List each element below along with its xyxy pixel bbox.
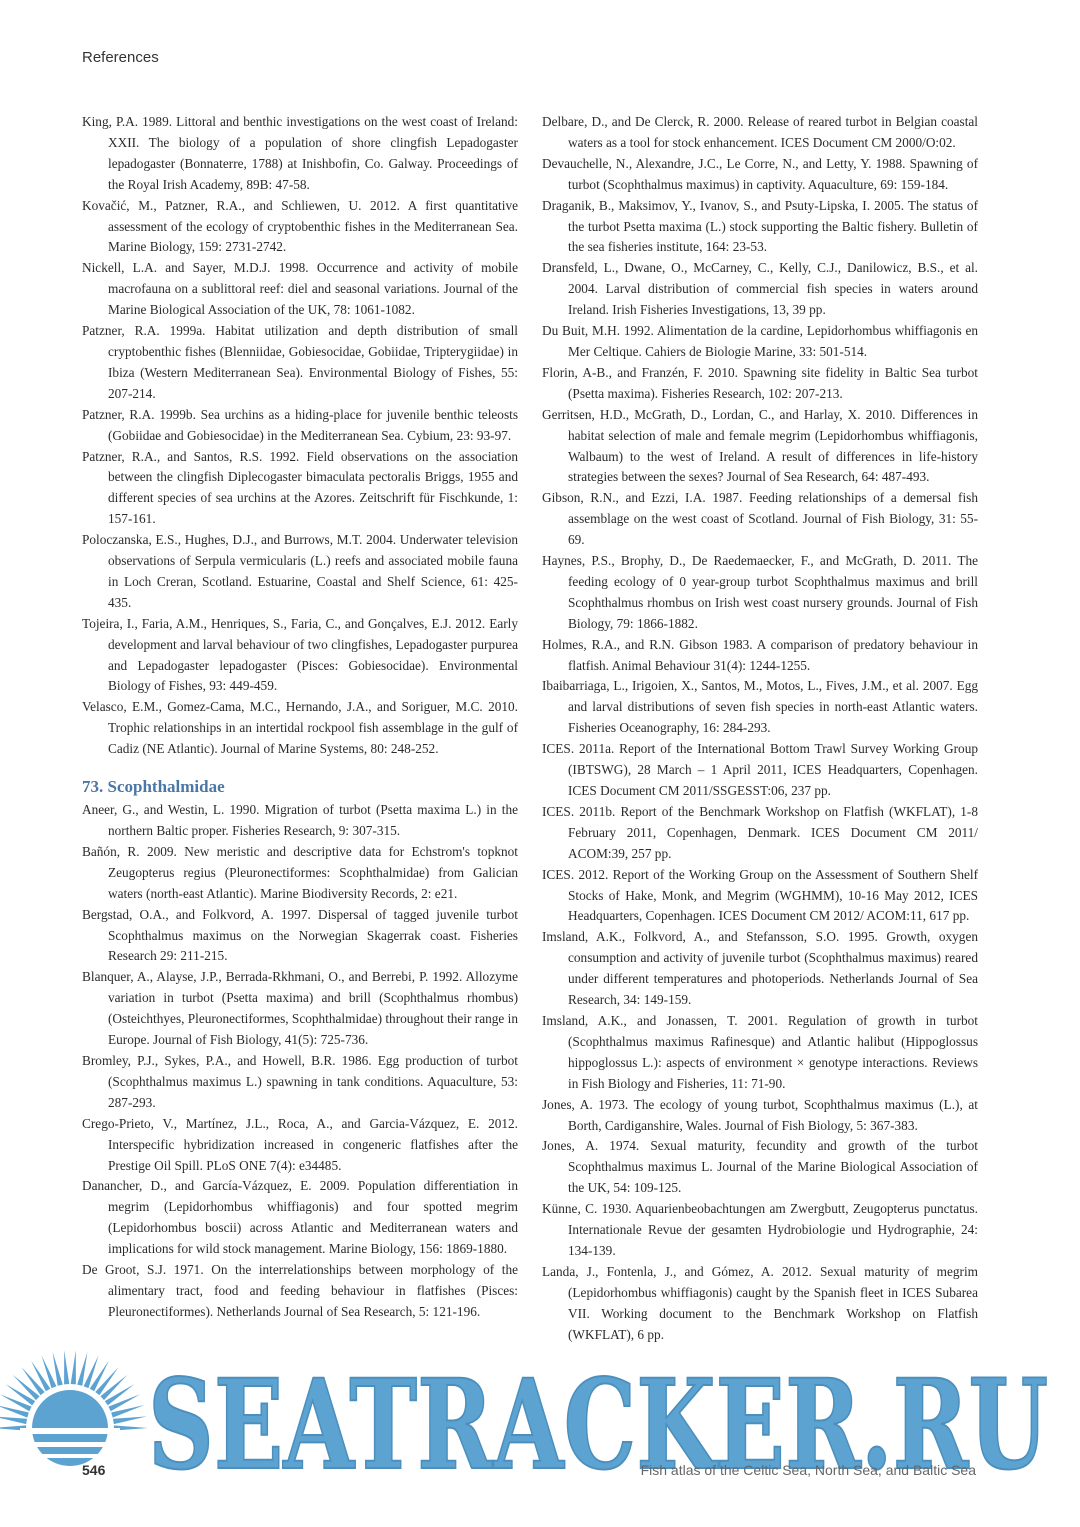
page-number: 546 [82, 1462, 106, 1478]
reference-entry: Imsland, A.K., and Jonassen, T. 2001. Regulation of growth in turbot (Scophthalmus maximus Rafinesque) and Atlantic halibut (Hippoglossus hippoglossus L.): aspects of environment × genotype interactions. Reviews in Fish Biology and Fisheries, 11: 71-90. [542, 1012, 978, 1091]
sun-ray [77, 1352, 87, 1386]
reference-entry: Gibson, R.N., and Ezzi, I.A. 1987. Feeding relationships of a demersal fish assemblage on the west coast of Scotland. Journal of Fish Biology, 31: 55-69. [542, 490, 978, 548]
reference-entry: Bañón, R. 2009. New meristic and descriptive data for Echstrom's topknot Zeugopterus regius (Pleuronectiformes: Scophthalmidae) from Galician waters (north-east Atlantic). Marine Biodiversity Records, 2: e21. [82, 843, 518, 901]
reference-entry: Patzner, R.A. 1999a. Habitat utilization and depth distribution of small cryptobenthic fishes (Blenniidae, Gobiesocidae, Gobiidae, Tripterygiidae) in Ibiza (Western Mediterranean Sea). Environmental Biology of Fishes, 55: 207-214. [82, 323, 518, 401]
sun-ray [31, 1361, 50, 1392]
right-column [542, 112, 978, 1345]
sun-ray [71, 1350, 76, 1384]
reference-entry: Dransfeld, L., Dwane, O., McCarney, C., Kelly, C.J., Danilowicz, B.S., et al. 2004. Larval distribution of commercial fish species in waters around Ireland. Irish Fisheries Investigations, 13, 39 pp. [542, 260, 978, 318]
sun-ray [64, 1350, 69, 1384]
reference-entry: De Groot, S.J. 1971. On the interrelationships between morphology of the alimentary tract, food and feeding behaviour in flatfishes (Pisces: Pleuronectiformes). Netherlands Journal of Sea Research, 5: 121-196. [82, 1262, 518, 1319]
reference-entry: Aneer, G., and Westin, L. 1990. Migration of turbot (Psetta maxima L.) in the northern Baltic proper. Fisheries Research, 9: 307-315. [82, 802, 518, 838]
reference-entry: Bergstad, O.A., and Folkvord, A. 1997. Dispersal of tagged juvenile turbot Scophthalmus maximus on the Norwegian Skagerrak coast. Fisheries Research 29: 211-215. [82, 906, 518, 964]
reference-entry: Haynes, P.S., Brophy, D., De Raedemaecker, F., and McGrath, D. 2011. The feeding ecology of 0 year-group turbot Scophthalmus maximus and brill Scophthalmus rhombus on Irish west coast nursery grounds. Journal of Fish Biology, 79: 1866-1882. [542, 553, 978, 631]
reference-entry: Jones, A. 1973. The ecology of young turbot, Scophthalmus maximus (L.), at Borth, Cardiganshire, Wales. Journal of Fish Biology, 5: 367-383. [542, 1096, 978, 1133]
reference-entry: Kovačić, M., Patzner, R.A., and Schliewen, U. 2012. A first quantitative assessment of the ecology of cryptobenthic fishes in the Mediterranean Sea. Marine Biology, 159: 2731-2742. [82, 197, 518, 255]
reference-entry: ICES. 2011b. Report of the Benchmark Workshop on Flatfish (WKFLAT), 1-8 February 2011, Copenhagen, Denmark. ICES Document CM 2011/ ACOM:39, 257 pp. [542, 803, 978, 861]
reference-entry: Jones, A. 1974. Sexual maturity, fecundity and growth of the turbot Scophthalmus maximus L. Journal of the Marine Biological Association of the UK, 54: 109-125. [542, 1138, 978, 1196]
reference-entry: Bromley, P.J., Sykes, P.A., and Howell, B.R. 1986. Egg production of turbot (Scophthalmus maximus L.) spawning in tank conditions. Aquaculture, 53: 287-293. [82, 1052, 518, 1110]
reference-entry: Patzner, R.A., and Santos, R.S. 1992. Field observations on the association between the clingfish Diplecogaster bimaculata pectoralis Briggs, 1955 and different species of sea urchins at the Azores. Zeitschrift für Fischkunde, 1: 157-161. [82, 448, 518, 527]
reference-entry: Danancher, D., and García-Vázquez, E. 2009. Population differentiation in megrim (Lepidorhombus whiffiagonis) and four spotted megrim (Lepidorhombus boscii) across Atlantic and Mediterranean waters and implications for wild stock management. Marine Biology, 156: 1869-1880. [82, 1178, 518, 1257]
reference-entry: Nickell, L.A. and Sayer, M.D.J. 1998. Occurrence and activity of mobile macrofauna on a sublittoral reef: diel and seasonal variations. Journal of the Marine Biological Association of the UK, 78: 1061-1082. [82, 260, 518, 318]
sun-ray [113, 1416, 147, 1424]
running-head: References [82, 49, 159, 66]
reference-entry: Ibaibarriaga, L., Irigoien, X., Santos, M., Motos, L., Fives, J.M., et al. 2007. Egg and larval distributions of seven fish species in north-east Atlantic waters. Fisheries Oceanography, 16: 284-293. [542, 678, 978, 736]
footer-book-title: Fish atlas of the Celtic Sea, North Sea, and Baltic Sea [640, 1462, 976, 1478]
reference-entry: King, P.A. 1989. Littoral and benthic investigations on the west coast of Ireland: XXII. The biology of a population of shore clingfish Lepadogaster lepadogaster (Bonnaterre, 1788) at Inishbofin, Co. Galway. Proceedings of the Royal Irish Academy, 89B: 47-58. [82, 114, 518, 192]
sun-ray [105, 1384, 135, 1405]
reference-entry: Holmes, R.A., and R.N. Gibson 1983. A comparison of predatory behaviour in flatfish. Animal Behaviour 31(4): 1244-1255. [542, 636, 978, 673]
sun-ray [53, 1352, 63, 1386]
reference-entry: Devauchelle, N., Alexandre, J.C., Le Corre, N., and Letty, Y. 1988. Spawning of turbot (Scophthalmus maximus) in captivity. Aquaculture, 69: 159-184. [542, 155, 978, 192]
watermark-text: SEATRACKER.RU [148, 1353, 1048, 1498]
sun-ray [0, 1416, 27, 1424]
sun-ray [90, 1361, 109, 1392]
reference-entry: ICES. 2011a. Report of the International Bottom Trawl Survey Working Group (IBTSWG), 28 March – 1 April 2011, ICES Headquarters, Copenhagen. ICES Document CM 2011/SSGESST:06, 237 pp. [542, 741, 978, 798]
reference-entry: Poloczanska, E.S., Hughes, D.J., and Burrows, M.T. 2004. Underwater television observations of Serpula vermicularis (L.) reefs and associated mobile fauna in Loch Creran, Scotland. Estuarine, Coastal and Shelf Science, 61: 425-435. [82, 532, 518, 610]
reference-entry: Blanquer, A., Alayse, J.P., Berrada-Rkhmani, O., and Berrebi, P. 1992. Allozyme variation in turbot (Psetta maxima) and brill (Scophthalmus rhombus) (Osteichthyes, Pleuronectiformes, Scophthalmidae) throughout their range in Europe. Journal of Fish Biology, 41(5): 725-736. [82, 969, 518, 1048]
sun-ray [6, 1384, 36, 1405]
reference-entry: Florin, A-B., and Franzén, F. 2010. Spawning site fidelity in Baltic Sea turbot (Psetta maxima). Fisheries Research, 102: 207-213. [542, 364, 978, 401]
reference-entry: Delbare, D., and De Clerck, R. 2000. Release of reared turbot in Belgian coastal waters as a tool for stock enhancement. ICES Document CM 2000/O:02. [542, 114, 978, 150]
left-column [82, 112, 518, 1323]
reference-entry: ICES. 2012. Report of the Working Group on the Assessment of Southern Shelf Stocks of Hake, Monk, and Megrim (WGHMM), 10-16 May 2012, ICES Headquarters, Copenhagen. ICES Document CM 2012/ ACOM:11, 617 pp. [542, 866, 978, 924]
reference-entry: Velasco, E.M., Gomez-Cama, M.C., Hernando, J.A., and Soriguer, M.C. 2010. Trophic relationships in an intertidal rockpool fish assemblage in the gulf of Cadiz (NE Atlantic). Journal of Marine Systems, 80: 248-252. [82, 699, 518, 757]
reference-entry: Gerritsen, H.D., McGrath, D., Lordan, C., and Harlay, X. 2010. Differences in habitat selection of male and female megrim (Lepidorhombus whiffiagonis, Walbaum) to the west of Ireland. A result of differences in life-history strategies between the sexes? Journal of Sea Research, 64: 487-493. [542, 406, 978, 485]
reference-entry: Draganik, B., Maksimov, Y., Ivanov, S., and Psuty-Lipska, I. 2005. The status of the turbot Psetta maxima (L.) stock supporting the Baltic fishery. Bulletin of the sea fisheries institute, 164: 23-53. [542, 197, 978, 255]
reference-entry: Imsland, A.K., Folkvord, A., and Stefansson, S.O. 1995. Growth, oxygen consumption and activity of juvenile turbot (Scophthalmus maximus) reared under different temperatures and photoperiods. Netherlands Journal of Sea Research, 34: 149-159. [542, 929, 978, 1008]
reference-entry: Tojeira, I., Faria, A.M., Henriques, S., Faria, C., and Gonçalves, E.J. 2012. Early development and larval behaviour of two clingfishes, Lepadogaster purpurea and Lepadogaster lepadogaster (Pisces: Gobiesocidae). Environmental Biology of Fishes, 93: 449-459. [82, 615, 518, 694]
reference-entry: Du Buit, M.H. 1992. Alimentation de la cardine, Lepidorhombus whiffiagonis en Mer Celtique. Cahiers de Biologie Marine, 33: 501-514. [542, 323, 978, 359]
section-heading: 73. Scophthalmidae [82, 777, 225, 797]
reference-entry: Patzner, R.A. 1999b. Sea urchins as a hiding-place for juvenile benthic teleosts (Gobiidae and Gobiesocidae) in the Mediterranean Sea. Cybium, 23: 93-97. [82, 406, 518, 443]
reference-entry: Crego-Prieto, V., Martínez, J.L., Roca, A., and Garcia-Vázquez, E. 2012. Interspecific hybridization increased in congeneric flatfishes after the Prestige Oil Spill. PLoS ONE 7(4): e34485. [82, 1115, 518, 1173]
reference-entry: Künne, C. 1930. Aquarienbeobachtungen am Zwergbutt, Zeugopterus punctatus. Internationale Revue der gesamten Hydrobiologie und Hydrographie, 24: 134-139. [542, 1201, 978, 1258]
reference-entry: Landa, J., Fontenla, J., and Gómez, A. 2012. Sexual maturity of megrim (Lepidorhombus whiffiagonis) caught by the Spanish fleet in ICES Subarea VII. Working document to the Benchmark Workshop on Flatfish (WKFLAT), 6 pp. [542, 1263, 978, 1342]
sun-logo-icon [0, 1350, 148, 1466]
